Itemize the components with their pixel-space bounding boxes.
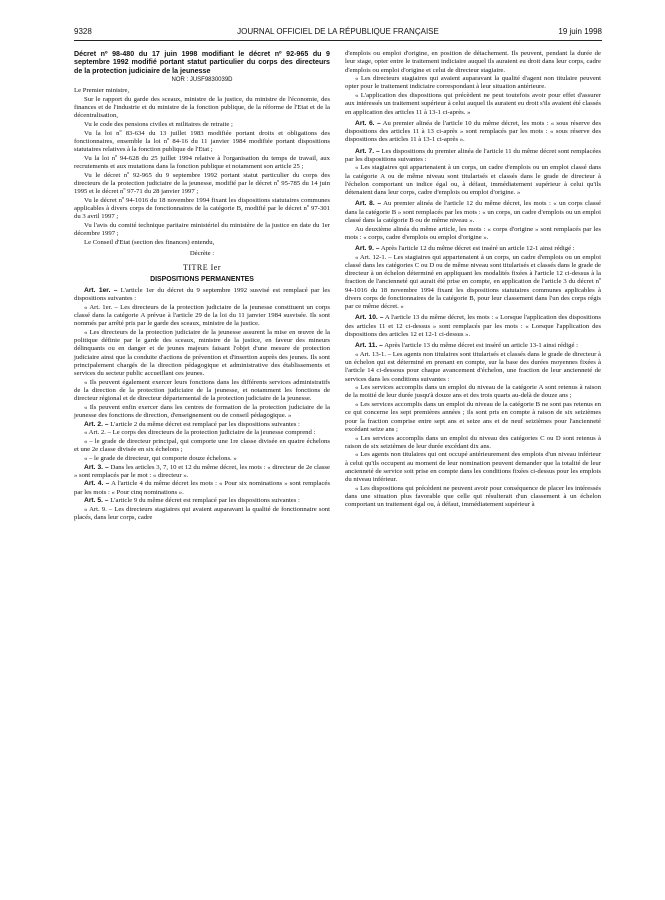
article-label: Art. 6. – bbox=[355, 119, 381, 127]
article-label: Art. 11. – bbox=[355, 342, 383, 350]
paragraph: Vu l'avis du comité technique paritaire ministériel du ministère de la justice en date du 1er décembre 1997 ; bbox=[74, 221, 330, 238]
article-paragraph: Art. 10. – A l'article 13 du même décret, les mots : « Lorsque l'application des dispositions des articles 11 et 12 ci-dessus » sont remplacés par les mots : « Lorsque l'application des dispositions des articles 12 et 12-1 ci-dessus ». bbox=[345, 314, 602, 338]
article-paragraph: Art. 9. – Après l'article 12 du même décret est inséré un article 12-1 ainsi rédigé : bbox=[355, 245, 575, 253]
paragraph: « Art. 1er. – Les directeurs de la protection judiciaire de la jeunesse constituent un corps classé dans la catégorie A prévue à l'article 29 de la loi du 11 janvier 1984 susvisée. Ils sont nommés par arrêté pris par le garde des sceaux, ministre de la justice. bbox=[74, 303, 330, 328]
article-paragraph: Art. 4. – A l'article 4 du même décret les mots : « Pour six nominations » sont remplacés par les mots : « Pour cinq nominations ». bbox=[74, 480, 330, 496]
paragraph: « Les directeurs stagiaires qui avaient auparavant la qualité d'agent non titulaire peuvent opter pour le traitement indiciaire correspondant à leur situation antérieure. bbox=[345, 75, 601, 91]
paragraph: d'emplois ou emploi d'origine, en position de détachement. Ils peuvent, pendant la durée de leur stage, opter entre le traitement indiciaire auquel ils auraient eu droit dans leur corps, cadre d'emplois ou emploi d'origine et celui de directeur stagiaire. bbox=[345, 50, 601, 74]
paragraph: « Art. 9. – Les directeurs stagiaires qui avaient auparavant la qualité de fonctionnaire sont placés, dans leur corps, cadre bbox=[74, 505, 330, 522]
paragraph: Le Conseil d'Etat (section des finances) entendu, bbox=[84, 238, 215, 246]
article-paragraph: Art. 5. – L'article 9 du même décret est remplacé par les dispositions suivantes : bbox=[84, 497, 300, 505]
article-label: Art. 8. – bbox=[355, 200, 382, 208]
article-paragraph: Art. 3. – Dans les articles 3, 7, 10 et 12 du même décret, les mots : « directeur de 2e classe » sont remplacés par le mot : « directeur ». bbox=[74, 463, 330, 479]
paragraph: Vu le code des pensions civiles et militaires de retraite ; bbox=[84, 120, 233, 128]
journal-title: JOURNAL OFFICIEL DE LA RÉPUBLIQUE FRANÇAISE bbox=[237, 27, 439, 36]
page-header bbox=[74, 27, 602, 41]
article-label: Art. 1er. – bbox=[84, 286, 118, 294]
right-column bbox=[345, 50, 601, 510]
article-label: Art. 2. – bbox=[84, 420, 109, 428]
paragraph: Vu le décret nº 92-965 du 9 septembre 1992 portant statut particulier du corps des directeurs de la protection judiciaire de la jeunesse, modifié par le décret nº 95-785 du 14 juin 1995 et le décret nº 97-71 du 28 janvier 1997 ; bbox=[74, 171, 330, 196]
article-paragraph: Art. 6. – Au premier alinéa de l'article 10 du même décret, les mots : « sous réserve des dispositions des articles 11 à 13 ci-après » sont remplacés par les mots : « sous réserve des dispositions des articles 11 à 13-1 ci-après ». bbox=[345, 119, 601, 144]
article-paragraph: Art. 7. – Les dispositions du premier alinéa de l'article 11 du même décret sont remplacées par les dispositions suivantes : bbox=[345, 147, 602, 163]
paragraph: « Les stagiaires qui appartenaient à un corps, un cadre d'emplois ou un emploi classé dans la catégorie A ou de même niveau sont titularisés et classés dans le grade de directeur à l'échelon comportant un indice égal ou, à défaut, immédiatement supérieur à celui qu'ils détenaient dans leur corps, cadre d'emplois ou emploi d'origine. » bbox=[345, 164, 601, 197]
article-label: Art. 7. – bbox=[355, 147, 380, 155]
article-label: Art. 4. – bbox=[84, 480, 110, 488]
paragraph: « Les directeurs de la protection judiciaire de la jeunesse assurent la mise en œuvre de la politique définie par le garde des sceaux, ministre de la justice, en faveur des mineurs délinquants ou en danger et de jeunes majeurs faisant l'objet d'une mesure de protection judiciaire ainsi que la conduite d'actions de prévention et d'insertion auprès des jeunes. Ils sont principalement chargés de la direction pédagogique et administrative des établissements et services du secteur public accueillant ces jeunes. bbox=[74, 328, 330, 378]
paragraph: Vu la loi nº 83-634 du 13 juillet 1983 modifiée portant droits et obligations des fonctionnaires, ensemble la loi nº 84-16 du 11 janvier 1984 modifiée portant dispositions statutaires relatives à la fonction publique de l'Etat ; bbox=[74, 129, 330, 154]
paragraph: « Les services accomplis dans un emploi du niveau des catégories C ou D sont retenus à raison de six seizièmes de leur durée excédant dix ans. bbox=[345, 434, 601, 450]
paragraph: « Art. 13-1. – Les agents non titulaires sont titularisés et classés dans le grade de directeur à un échelon qui est déterminé en prenant en compte, sur la base des durées moyennes fixées à l'article 14 ci-dessous pour chaque avancement d'échelon, une fraction de leur ancienneté de services dans les conditions suivantes : bbox=[345, 350, 601, 383]
article-paragraph: Art. 8. – Au premier alinéa de l'article 12 du même décret, les mots : « un corps classé dans la catégorie B » sont remplacés par les mots : « un corps, un cadre d'emplois ou un emploi classé dans la catégorie B ou de même niveau ». bbox=[345, 200, 602, 224]
paragraph: « Les agents non titulaires qui ont occupé antérieurement des emplois d'un niveau inférieur à celui qu'ils occupent au moment de leur nomination peuvent demander que la totalité de leur ancienneté de service soit prise en compte dans les conditions fixées ci-dessus pour les emplois du niveau inférieur. bbox=[345, 451, 601, 484]
decree-title: Décret nº 98-480 du 17 juin 1998 modifiant le décret nº 92-965 du 9 septembre 1992 modifié portant statut particulier du corps des directeurs de la protection judiciaire de la jeunesse bbox=[74, 50, 330, 75]
issue-date: 19 juin 1998 bbox=[558, 27, 602, 36]
paragraph: « Ils peuvent également exercer leurs fonctions dans les différents services administratifs de la direction de la protection judiciaire de la jeunesse, et notamment les fonctions de directeur régional et de directeur départemental de la protection judiciaire de la jeunesse. bbox=[74, 378, 330, 403]
paragraph: Sur le rapport du garde des sceaux, ministre de la justice, du ministre de l'économie, des finances et de l'industrie et du ministre de la fonction publique, de la réforme de l'Etat et de la décentralisation, bbox=[74, 95, 330, 120]
article-label: Art. 3. – bbox=[84, 463, 109, 471]
paragraph: « – le grade de directeur principal, qui comporte une 1re classe divisée en quatre échelons et une 2e classe divisée en six échelons ; bbox=[74, 438, 330, 454]
paragraph: « Art. 2. – Le corps des directeurs de la protection judiciaire de la jeunesse comprend : bbox=[84, 429, 316, 437]
page-number: 9328 bbox=[74, 27, 92, 36]
decrete-line: Décrète : bbox=[189, 250, 215, 258]
header-rule bbox=[74, 40, 602, 41]
paragraph: « Ils peuvent enfin exercer dans les centres de formation de la protection judiciaire de la jeunesse des fonctions de direction, d'enseignement ou de conseil pédagogique. » bbox=[74, 403, 330, 420]
paragraph: « Art. 12-1. – Les stagiaires qui appartenaient à un corps, un cadre d'emplois ou un emploi classé dans les catégories C ou D ou de même niveau sont titularisés et classés dans le grade de directeur à un échelon déterminé en appliquant les modalités fixées à l'article 12 ci-dessus à la fraction de l'ancienneté qui aurait été prise en compte, en application de l'article 3 du décret nº 94-1016 du 18 novembre 1994 fixant les dispositions statutaires communes applicables à divers corps de fonctionnaires de la catégorie B, pour leur classement dans l'un des corps régis par ce même décret. » bbox=[345, 253, 601, 311]
article-paragraph: Art. 2. – L'article 2 du même décret est remplacé par les dispositions suivantes : bbox=[84, 420, 300, 428]
article-paragraph: Art. 1er. – L'article 1er du décret du 9 septembre 1992 susvisé est remplacé par les dispositions suivantes : bbox=[74, 286, 330, 303]
nor-reference: NOR : JUSF9830039D bbox=[171, 76, 233, 83]
article-label: Art. 10. – bbox=[355, 314, 384, 322]
paragraph: « L'application des dispositions qui précèdent ne peut toutefois avoir pour effet d'assurer aux intéressés un traitement supérieur à celui auquel ils auraient eu droit s'ils avaient été classés en application des articles 11 à 13-1 ci-après. » bbox=[345, 92, 601, 116]
paragraph: Vu la loi nº 94-628 du 25 juillet 1994 relative à l'organisation du temps de travail, aux recrutements et aux mutations dans la fonction publique et notamment son article 25 ; bbox=[74, 154, 330, 170]
paragraph: « – le grade de directeur, qui comporte douze échelons. » bbox=[84, 454, 237, 462]
paragraph: Vu le décret nº 94-1016 du 18 novembre 1994 fixant les dispositions statutaires communes applicables à divers corps de fonctionnaires de la catégorie B, modifié par le décret nº 97-301 du 3 avril 1997 ; bbox=[74, 196, 330, 221]
paragraph: « Les dispositions qui précèdent ne peuvent avoir pour conséquence de placer les intéressés dans une situation plus favorable que celle qui résulterait d'un classement à un échelon comportant un traitement égal ou, à défaut, immédiatement supérieur à bbox=[345, 484, 601, 509]
article-label: Art. 9. – bbox=[355, 245, 380, 253]
left-column bbox=[74, 50, 330, 523]
paragraph: « Les services accomplis dans un emploi du niveau de la catégorie B ne sont pas retenus en ce qui concerne les sept premières années ; ils sont pris en compte à raison de six seizièmes pour la fraction comprise entre sept ans et seize ans et de neuf seizièmes pour l'ancienneté excédant seize ans ; bbox=[345, 401, 601, 433]
paragraph: Au deuxième alinéa du même article, les mots : « corps d'origine » sont remplacés par les mots : « corps, cadre d'emplois ou emploi d'origine ». bbox=[345, 225, 601, 241]
article-label: Art. 5. – bbox=[84, 497, 109, 505]
paragraph: « Les services accomplis dans un emploi du niveau de la catégorie A sont retenus à raison de la moitié de leur durée jusqu'à douze ans et des trois quarts au-delà de douze ans ; bbox=[345, 384, 601, 400]
paragraph: Le Premier ministre, bbox=[74, 87, 130, 95]
title-heading: TITRE Ier bbox=[182, 263, 222, 273]
article-paragraph: Art. 11. – Après l'article 13 du même décret est inséré un article 13-1 ainsi rédigé : bbox=[355, 342, 578, 350]
section-heading: DISPOSITIONS PERMANENTES bbox=[150, 275, 254, 283]
